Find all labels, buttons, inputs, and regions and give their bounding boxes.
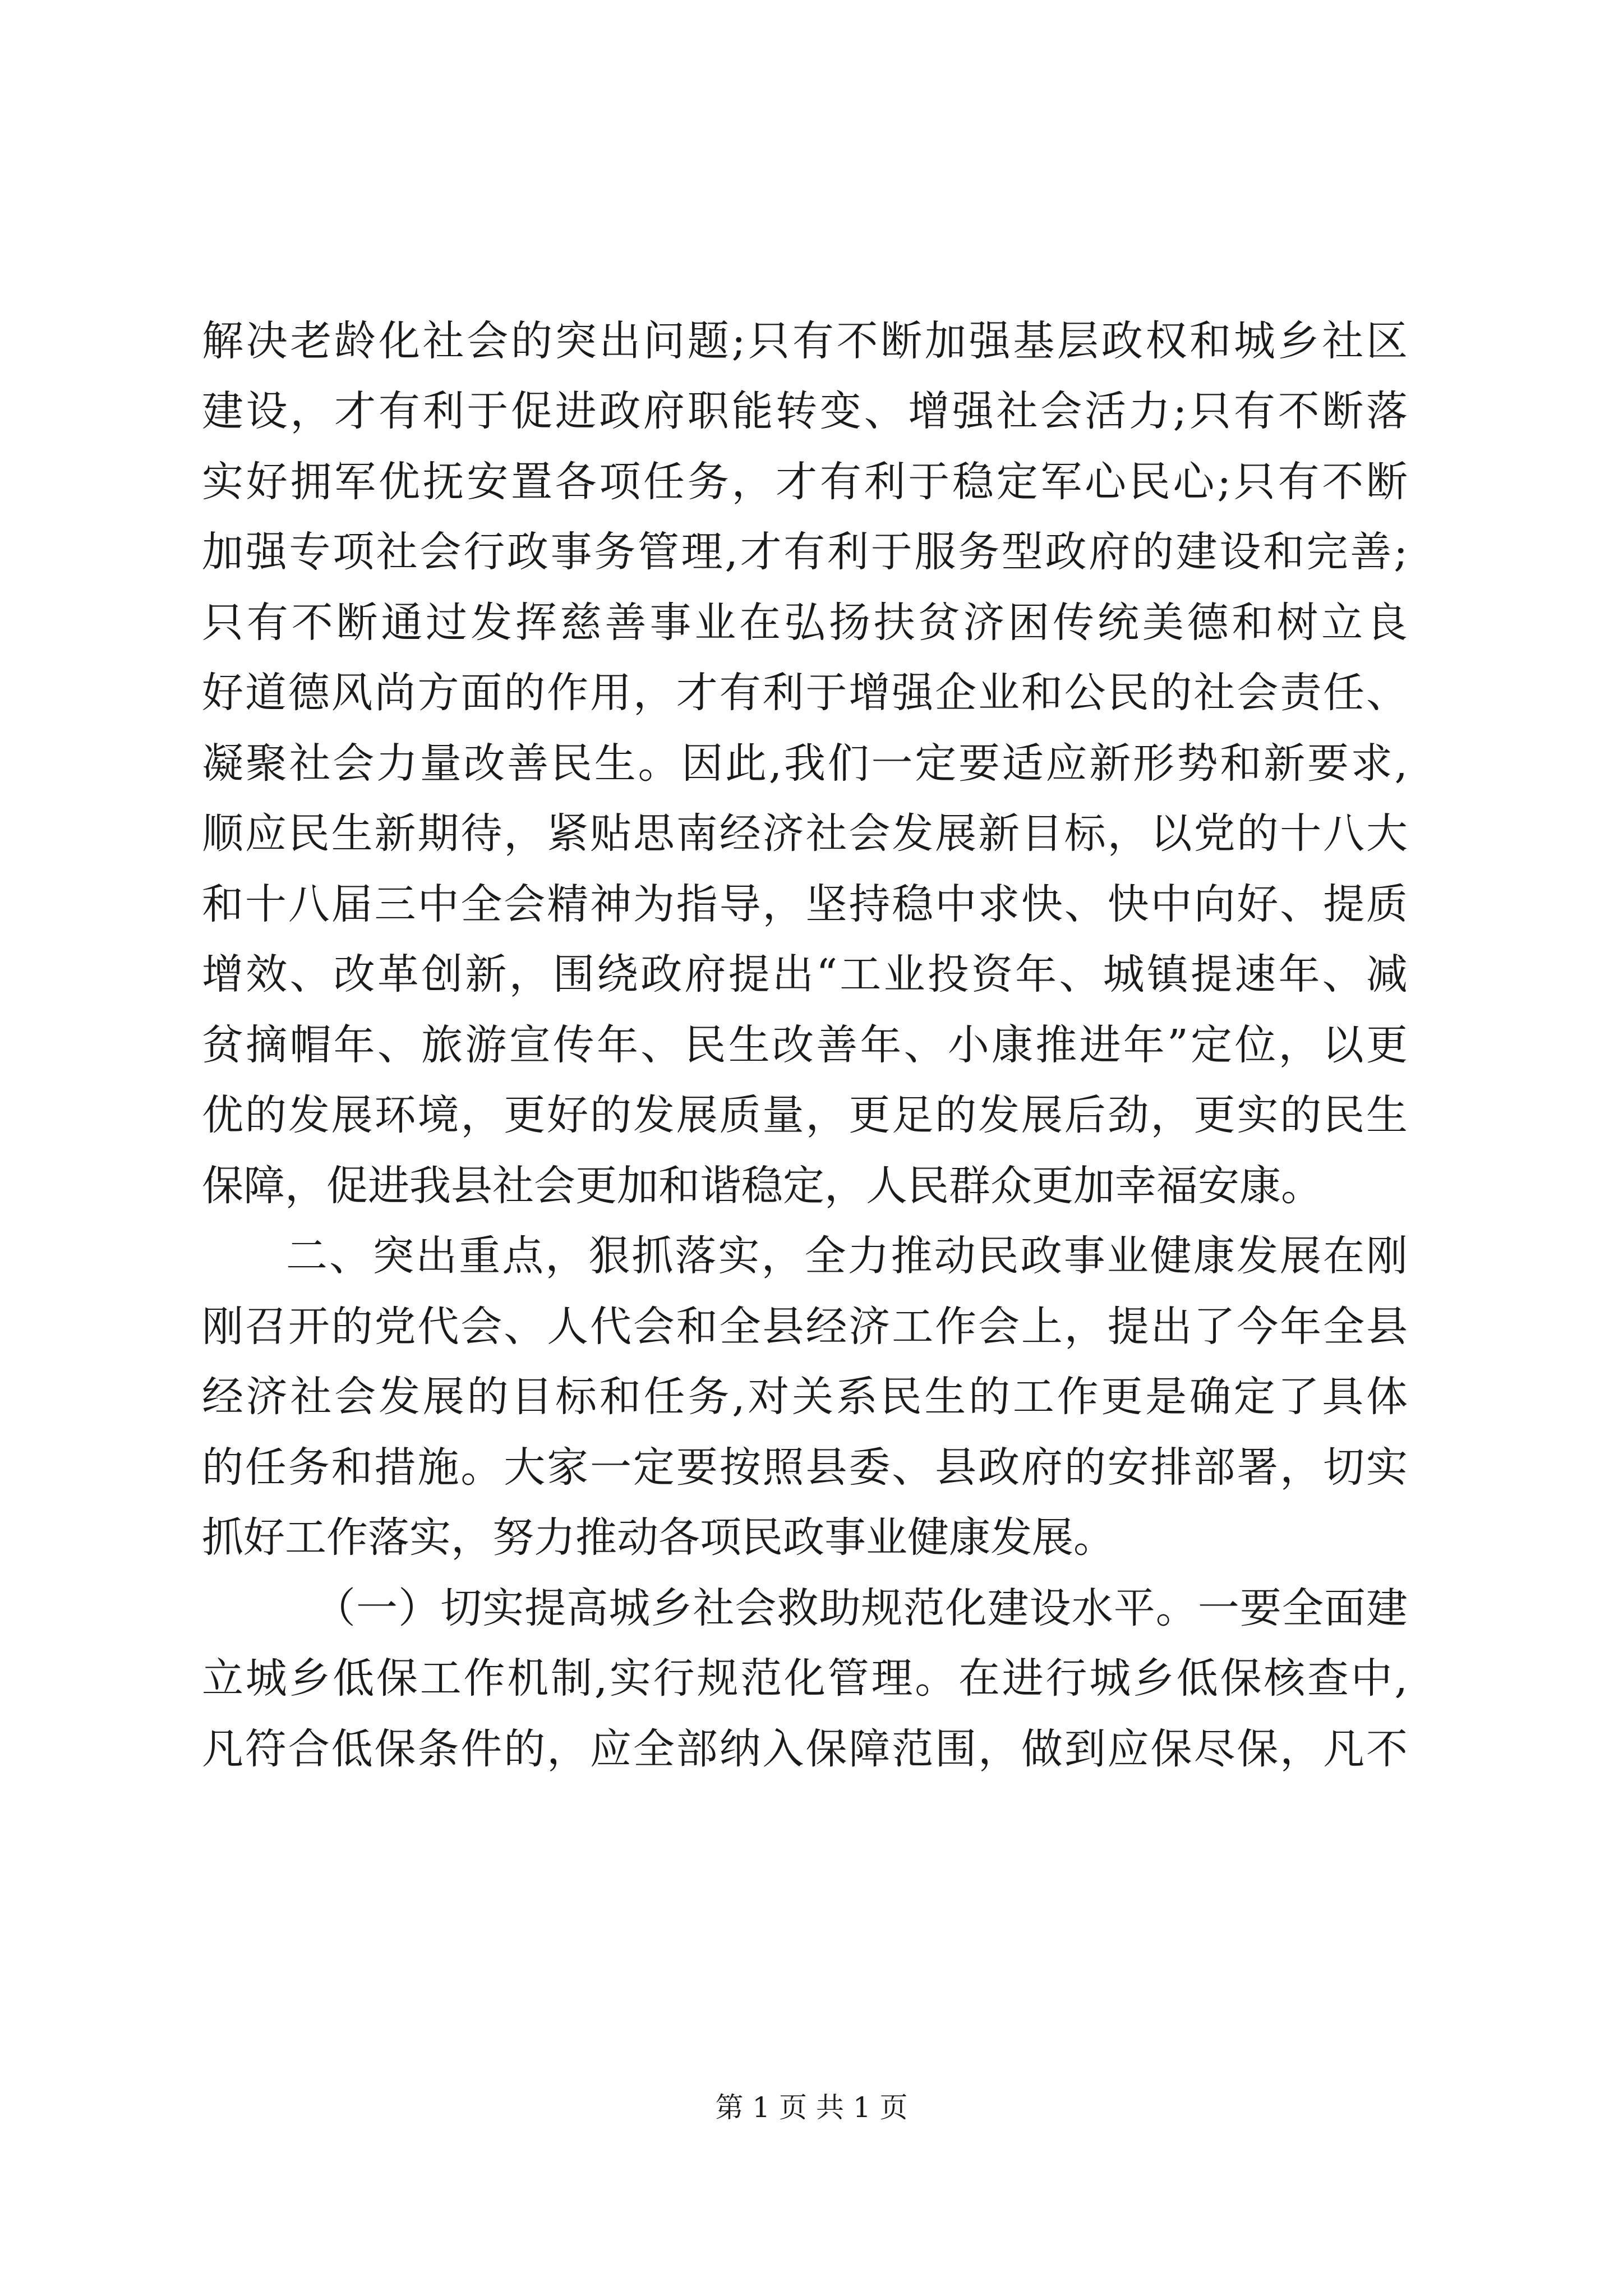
section-heading-line: 二、突出重点，狠抓落实，全力推动民政事业健康发展在刚 bbox=[286, 1232, 1408, 1280]
body-text-line: 保障，促进我县社会更加和谐稳定，人民群众更加幸福安康。 bbox=[202, 1162, 1322, 1210]
body-text-line: 抓好工作落实，努力推动各项民政事业健康发展。 bbox=[202, 1513, 1115, 1562]
body-text-line: 的任务和措施。大家一定要按照县委、县政府的安排部署，切实 bbox=[202, 1443, 1408, 1492]
body-text-line: 顺应民生新期待，紧贴思南经济社会发展新目标，以党的十八大 bbox=[202, 809, 1408, 858]
body-text-line: 凡符合低保条件的，应全部纳入保障范围，做到应保尽保，凡不 bbox=[202, 1725, 1408, 1773]
body-text-line: 好道德风尚方面的作用，才有利于增强企业和公民的社会责任、 bbox=[202, 669, 1408, 717]
body-text-line: 实好拥军优抚安置各项任务，才有利于稳定军心民心;只有不断 bbox=[202, 458, 1408, 506]
body-text-line: 加强专项社会行政事务管理,才有利于服务型政府的建设和完善; bbox=[202, 528, 1408, 576]
body-text-line: 建设，才有利于促进政府职能转变、增强社会活力;只有不断落 bbox=[202, 387, 1408, 435]
body-text-line: 和十八届三中全会精神为指导，坚持稳中求快、快中向好、提质 bbox=[202, 880, 1408, 928]
body-text-line: 只有不断通过发挥慈善事业在弘扬扶贫济困传统美德和树立良 bbox=[202, 599, 1408, 647]
body-text-line: 经济社会发展的目标和任务,对关系民生的工作更是确定了具体 bbox=[202, 1373, 1408, 1421]
body-text-line: 增效、改革创新，围绕政府提出“工业投资年、城镇提速年、减 bbox=[202, 950, 1408, 999]
body-text-line: 立城乡低保工作机制,实行规范化管理。在进行城乡低保核查中, bbox=[202, 1654, 1408, 1703]
body-text-line: 解决老龄化社会的突出问题;只有不断加强基层政权和城乡社区 bbox=[202, 317, 1408, 365]
body-text-line: 刚召开的党代会、人代会和全县经济工作会上，提出了今年全县 bbox=[202, 1303, 1408, 1351]
page-footer: 第 1 页 共 1 页 bbox=[715, 2091, 908, 2124]
body-text-line: 优的发展环境，更好的发展质量，更足的发展后劲，更实的民生 bbox=[202, 1091, 1408, 1139]
body-text-line: 贫摘帽年、旅游宣传年、民生改善年、小康推进年”定位，以更 bbox=[202, 1021, 1408, 1069]
subsection-heading-line: （一）切实提高城乡社会救助规范化建设水平。一要全面建 bbox=[314, 1584, 1408, 1632]
body-text-line: 凝聚社会力量改善民生。因此,我们一定要适应新形势和新要求, bbox=[202, 739, 1408, 788]
